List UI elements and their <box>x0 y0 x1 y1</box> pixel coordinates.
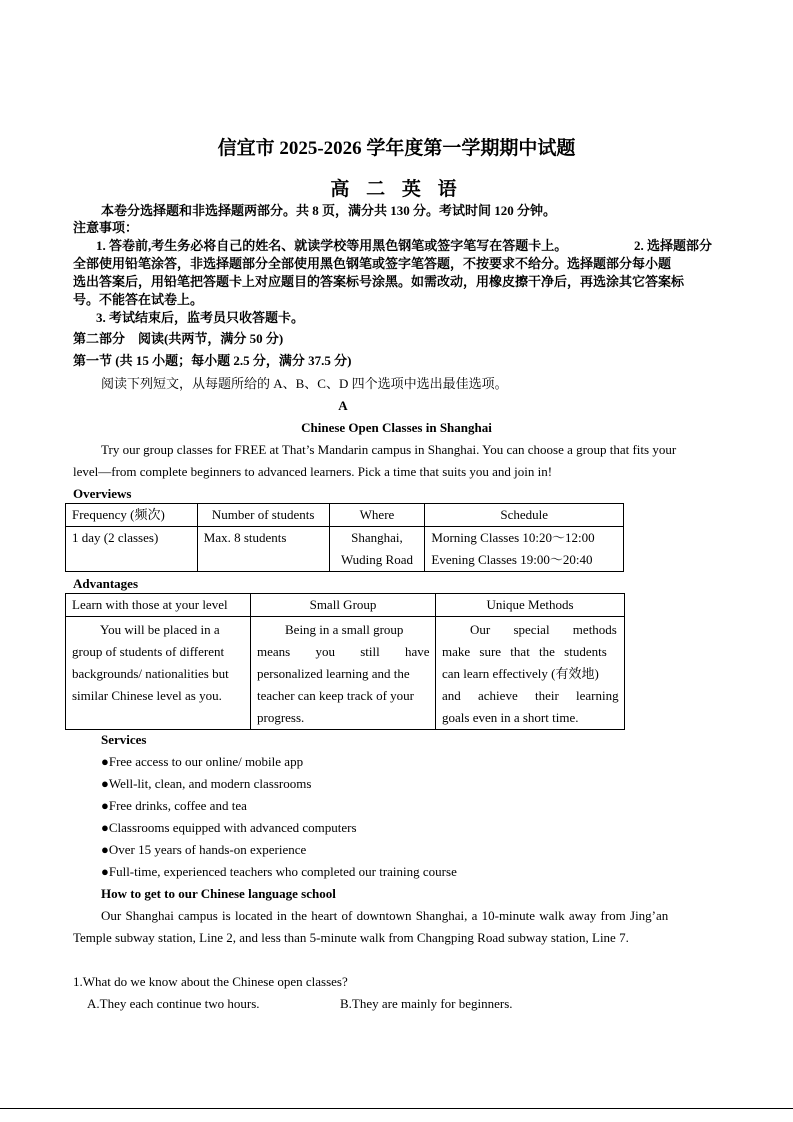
part-2-heading: 第二部分 阅读(共两节，满分 50 分) <box>73 331 284 346</box>
passage-title: Chinese Open Classes in Shanghai <box>301 420 492 435</box>
advantages-table <box>65 593 625 730</box>
overview-data-row <box>66 527 624 572</box>
methods-line: make sure that the students <box>442 644 607 659</box>
schedule-evening: Evening Classes 19:00～20:40 <box>431 552 593 567</box>
small-group-line: means you still have <box>257 644 430 659</box>
cell-where <box>329 527 425 572</box>
howto-line-2: Temple subway station, Line 2, and less than 5-minute walk from Changping Road subway station, Line 7. <box>73 930 629 945</box>
section-1-heading: 第一节 (共 15 小题；每小题 2.5 分，满分 37.5 分) <box>73 353 352 368</box>
page-bottom-rule <box>0 1108 793 1109</box>
small-group-line: teacher can keep track of your <box>257 688 414 703</box>
learn-level-line: similar Chinese level as you. <box>72 688 222 703</box>
small-group-line: progress. <box>257 710 305 725</box>
methods-line: and achieve their learning <box>442 688 619 703</box>
service-item: ●Free access to our online/ mobile app <box>101 754 304 769</box>
advantages-label: Advantages <box>73 576 139 591</box>
where-line-2: Wuding Road <box>340 552 413 567</box>
header-frequency: Frequency (频次) <box>66 504 198 527</box>
howto-line-1: Our Shanghai campus is located in the heart of downtown Shanghai, a 10-minute walk away from Jing’an <box>101 908 669 923</box>
service-item: ●Well-lit, clean, and modern classrooms <box>101 776 312 791</box>
question-1-stem: 1.What do we know about the Chinese open classes? <box>73 974 348 989</box>
passage-intro-line-1: Try our group classes for FREE at That’s Mandarin campus in Shanghai. You can choose a group that fits your <box>101 442 677 457</box>
header-where: Where <box>329 504 425 527</box>
where-line-1: Shanghai, <box>351 530 403 545</box>
methods-line: goals even in a short time. <box>442 710 579 725</box>
learn-level-line: backgrounds/ nationalities but <box>72 666 229 681</box>
cell-students: Max. 8 students <box>197 527 329 572</box>
methods-line: Our special methods <box>470 622 617 637</box>
note-2-line-1: 全部使用铅笔涂答，非选择题部分全部使用黑色钢笔或签字笔答题，不按要求不给分。选择题部分每小题 <box>73 256 672 271</box>
note-3: 3. 考试结束后，监考员只收答题卡。 <box>96 310 305 325</box>
service-item: ●Classrooms equipped with advanced computers <box>101 820 357 835</box>
overview-table <box>65 503 624 572</box>
header-small-group: Small Group <box>251 594 436 617</box>
note-2-start: 2. 选择题部分 <box>634 238 713 253</box>
reading-direction: 阅读下列短文，从每题所给的 A、B、C、D 四个选项中选出最佳选项。 <box>101 376 508 391</box>
subject-title: 高 二 英 语 <box>330 179 463 200</box>
exam-title: 信宜市 2025-2026 学年度第一学期期中试题 <box>217 138 576 159</box>
notes-label: 注意事项： <box>73 220 139 235</box>
learn-level-line: You will be placed in a <box>100 622 220 637</box>
service-item: ●Over 15 years of hands-on experience <box>101 842 307 857</box>
small-group-line: personalized learning and the <box>257 666 410 681</box>
services-label: Services <box>101 732 147 747</box>
header-learn-level: Learn with those at your level <box>66 594 251 617</box>
passage-intro-line-2: level—from complete beginners to advanced learners. Pick a time that suits you and join in! <box>73 464 553 479</box>
question-1-option-a: A.They each continue two hours. <box>87 996 260 1011</box>
exam-intro: 本卷分选择题和非选择题两部分。共 8 页，满分共 130 分。考试时间 120 分钟。 <box>101 203 557 218</box>
cell-unique-methods <box>436 617 625 730</box>
advantages-data-row <box>66 617 625 730</box>
question-1-option-b: B.They are mainly for beginners. <box>340 996 513 1011</box>
note-1: 1. 答卷前,考生务必将自己的姓名、就读学校等用黑色钢笔或签字笔写在答题卡上。 <box>96 238 568 253</box>
methods-line: can learn effectively (有效地) <box>442 666 599 681</box>
cell-learn-level <box>66 617 251 730</box>
cell-schedule <box>425 527 624 572</box>
cell-small-group <box>251 617 436 730</box>
header-students: Number of students <box>197 504 329 527</box>
service-item: ●Full-time, experienced teachers who completed our training course <box>101 864 457 879</box>
advantages-header-row <box>66 594 625 617</box>
note-2-line-2: 选出答案后，用铅笔把答题卡上对应题目的答案标号涂黑。如需改动，用橡皮擦干净后，再选涂其它答案标 <box>73 274 685 289</box>
passage-letter: A <box>338 398 348 413</box>
learn-level-line: group of students of different <box>72 644 225 659</box>
overview-header-row <box>66 504 624 527</box>
note-2-line-3: 号。不能答在试卷上。 <box>73 292 204 307</box>
overviews-label: Overviews <box>73 486 132 501</box>
small-group-line: Being in a small group <box>285 622 404 637</box>
cell-frequency: 1 day (2 classes) <box>66 527 198 572</box>
header-unique-methods: Unique Methods <box>436 594 625 617</box>
service-item: ●Free drinks, coffee and tea <box>101 798 247 813</box>
howto-label: How to get to our Chinese language school <box>101 886 336 901</box>
header-schedule: Schedule <box>425 504 624 527</box>
schedule-morning: Morning Classes 10:20～12:00 <box>431 530 595 545</box>
